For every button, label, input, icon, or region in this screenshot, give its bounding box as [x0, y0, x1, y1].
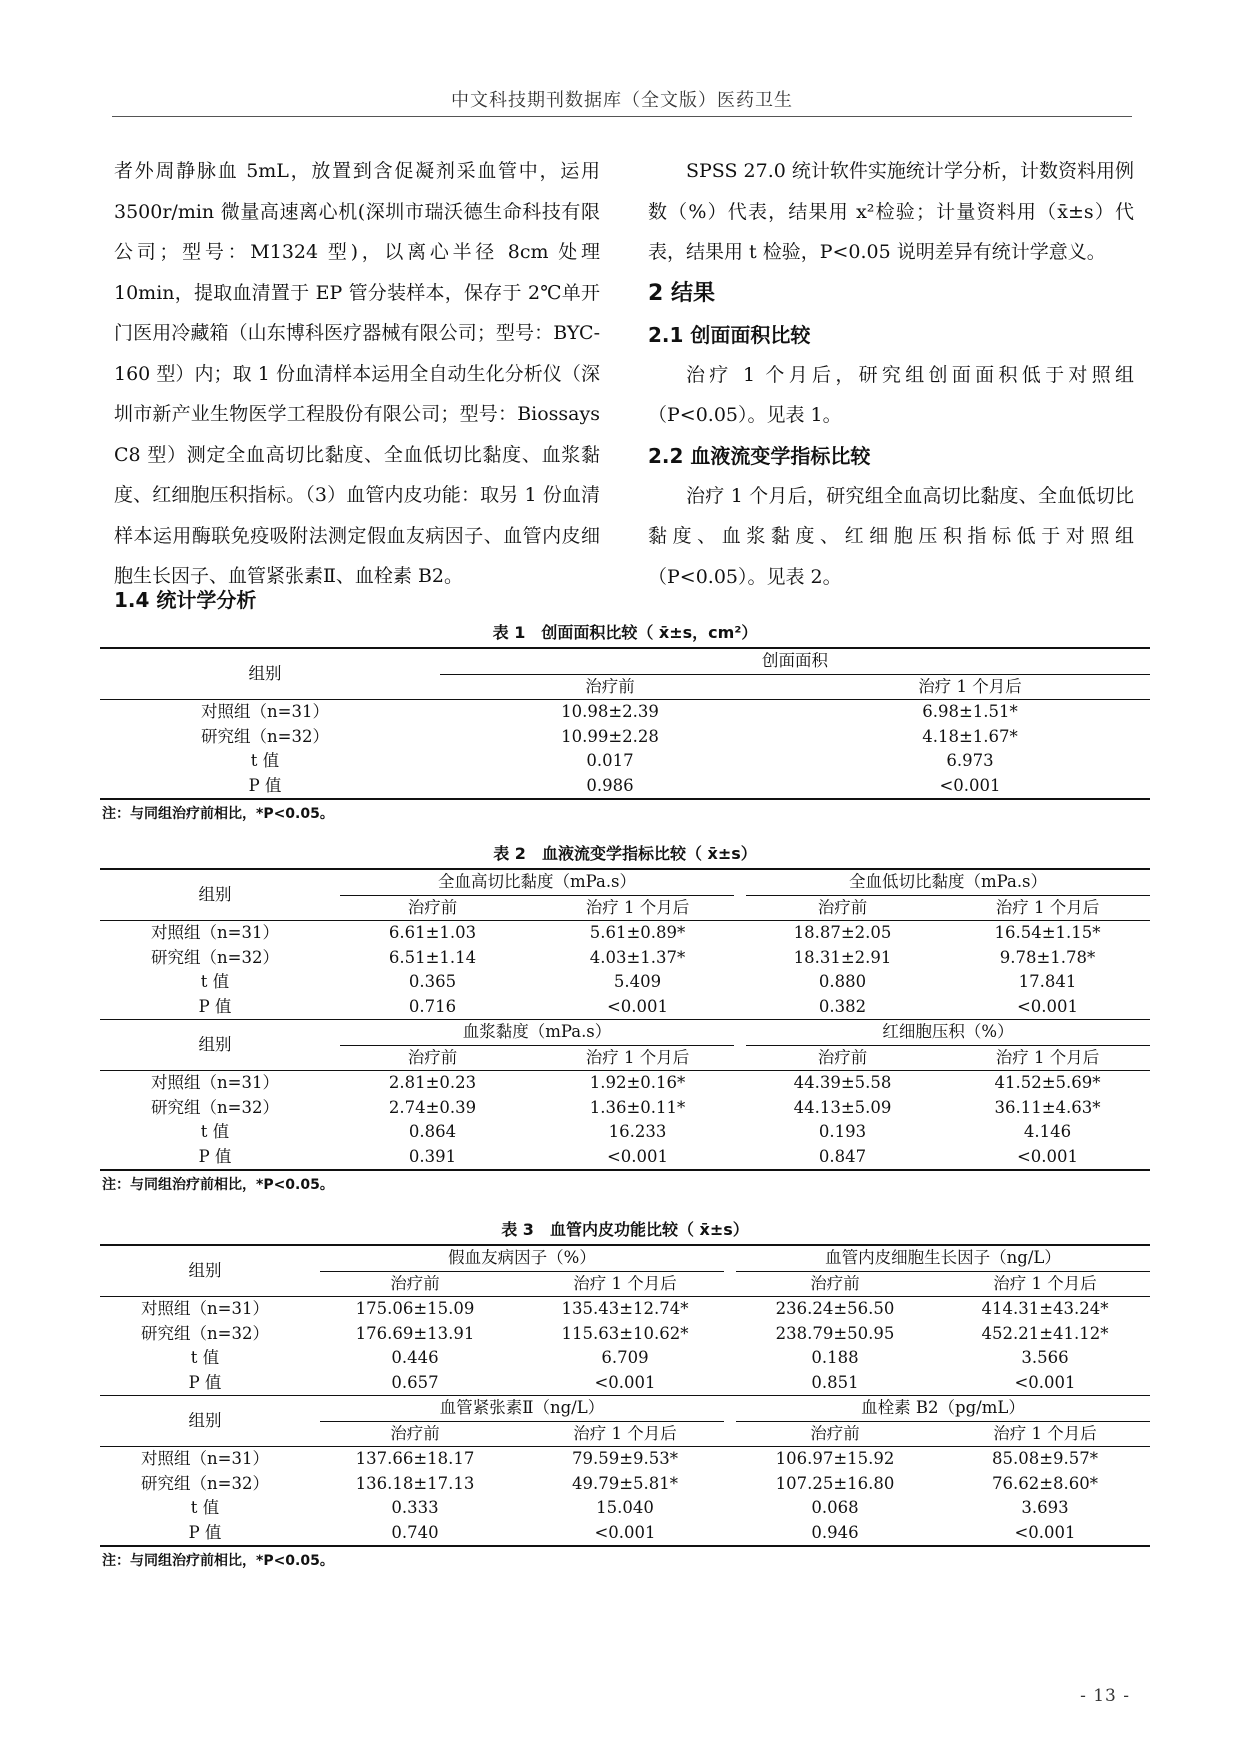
table-3-group-title: 血管紧张素Ⅱ（ng/L）: [320, 1396, 724, 1422]
table-row: [100, 995, 1150, 1020]
stats-paragraph: SPSS 27.0 统计软件实施统计学分析，计数资料用例数（%）代表，结果用 x²检验；计量资料用（x̄±s）代表，结果用 t 检验，P<0.05 说明差异有统计学意义。: [648, 160, 1134, 263]
table-cell: 16.233: [608, 1122, 667, 1141]
table-cell: 6.51±1.14: [388, 947, 477, 967]
table-2-group-header: 组别: [100, 869, 330, 921]
table-cell: <0.001: [1016, 1146, 1079, 1166]
table-cell: P 值: [248, 775, 282, 795]
table-cell: P 值: [188, 1372, 222, 1392]
table-cell: 0.391: [408, 1146, 457, 1166]
table-2-group-title: 全血低切比黏度（mPa.s）: [746, 870, 1150, 896]
table-row: [100, 749, 1150, 774]
table-cell: <0.001: [1014, 1522, 1076, 1542]
table-3-group-header: 组别: [100, 1396, 310, 1447]
table-2-note: 注：与同组治疗前相比，*P<0.05。: [102, 1177, 334, 1193]
table-cell: 5.61±0.89*: [589, 923, 686, 942]
table-2-sub-header: 治疗 1 个月后: [945, 1046, 1150, 1071]
table-cell: 4.146: [1023, 1122, 1072, 1141]
table-2-sub-header: 治疗 1 个月后: [945, 896, 1150, 921]
table-cell: 0.880: [818, 972, 867, 991]
table-cell: 0.847: [818, 1146, 867, 1166]
table-1-grid: [100, 647, 1150, 800]
left-column: [114, 151, 600, 597]
table-cell: 414.31±43.24*: [981, 1299, 1109, 1318]
table-cell: P 值: [188, 1522, 222, 1542]
table-cell: 18.87±2.05: [793, 923, 892, 942]
table-row: [100, 946, 1150, 971]
table-cell: 0.188: [811, 1348, 859, 1367]
table-cell: 44.39±5.58: [793, 1073, 892, 1092]
table-row: [100, 921, 1150, 946]
table-3-sub-header: 治疗 1 个月后: [940, 1422, 1150, 1447]
table-cell: 3.566: [1021, 1348, 1069, 1367]
table-row: [100, 1297, 1150, 1322]
table-cell: 85.08±9.57*: [991, 1449, 1099, 1468]
table-1-group-title: 创面面积: [440, 649, 1150, 675]
table-cell: 135.43±12.74*: [561, 1299, 689, 1318]
table-cell: 6.709: [601, 1348, 649, 1367]
table-row: [100, 1346, 1150, 1371]
table-cell: <0.001: [1016, 996, 1079, 1016]
table-cell: <0.001: [606, 996, 669, 1016]
table-cell: 9.78±1.78*: [999, 947, 1096, 967]
table-cell: <0.001: [594, 1372, 656, 1392]
table-cell: 研究组（n=32）: [201, 726, 329, 746]
table-cell: 1.36±0.11*: [589, 1097, 686, 1117]
table-cell: 对照组（n=31）: [141, 1299, 269, 1318]
table-cell: 研究组（n=32）: [151, 1097, 279, 1117]
table-2-sub-header: 治疗前: [330, 1046, 535, 1071]
table-3-sub-header: 治疗 1 个月后: [940, 1272, 1150, 1297]
table-3-note: 注：与同组治疗前相比，*P<0.05。: [102, 1553, 334, 1569]
table-cell: 研究组（n=32）: [141, 1473, 269, 1493]
table-cell: 16.54±1.15*: [994, 923, 1101, 942]
table-row: [100, 1371, 1150, 1396]
table-2-grid: [100, 868, 1150, 1171]
table-cell: 238.79±50.95: [775, 1323, 895, 1343]
table-cell: 对照组（n=31）: [151, 923, 279, 942]
journal-header: 中文科技期刊数据库（全文版）医药卫生: [451, 90, 793, 111]
page-number: - 13 -: [1080, 1686, 1130, 1706]
table-2-sub-header: 治疗 1 个月后: [535, 1046, 740, 1071]
table-cell: 10.99±2.28: [561, 726, 659, 746]
table-cell: P 值: [198, 1146, 232, 1166]
table-cell: 41.52±5.69*: [994, 1073, 1101, 1092]
table-cell: 107.25±16.80: [775, 1473, 895, 1493]
table-row: [100, 1322, 1150, 1347]
header-rule: [112, 116, 1132, 117]
table-row: [100, 1120, 1150, 1145]
table-cell: 0.365: [408, 972, 457, 991]
table-cell: 研究组（n=32）: [141, 1323, 269, 1343]
table-3-group-header: 组别: [100, 1245, 310, 1297]
table-3-group-title: 血管内皮细胞生长因子（ng/L）: [736, 1246, 1150, 1272]
table-cell: <0.001: [594, 1522, 656, 1542]
table-cell: 1.92±0.16*: [589, 1073, 686, 1092]
table-1-body: [100, 700, 1150, 800]
table-cell: P 值: [198, 996, 232, 1016]
table-cell: 0.657: [391, 1372, 439, 1392]
table-3-sub-header: 治疗前: [730, 1422, 940, 1447]
table-3-sub-header: 治疗前: [310, 1272, 520, 1297]
table-3-grid: [100, 1244, 1150, 1547]
table-3-sub-header: 治疗前: [310, 1422, 520, 1447]
table-row: [100, 1096, 1150, 1121]
table-cell: 研究组（n=32）: [151, 947, 279, 967]
table-2: [100, 840, 1150, 1199]
table-1-note: 注：与同组治疗前相比，*P<0.05。: [102, 806, 334, 822]
table-cell: 176.69±13.91: [355, 1323, 475, 1343]
table-2-group-title: 红细胞压积（%）: [746, 1020, 1150, 1046]
table-2-sub-header: 治疗前: [330, 896, 535, 921]
table-cell: 137.66±18.17: [355, 1449, 475, 1468]
table-row: [100, 970, 1150, 995]
heading-1-4: 1.4 统计学分析: [114, 588, 257, 612]
paragraph-2-1: 治疗 1 个月后，研究组创面面积低于对照组（P<0.05）。见表 1。: [648, 363, 1134, 426]
table-cell: 5.409: [613, 972, 662, 991]
table-2-group-title: 全血高切比黏度（mPa.s）: [340, 870, 734, 896]
table-cell: t 值: [200, 1122, 230, 1141]
table-cell: 0.068: [811, 1498, 859, 1517]
table-cell: 0.851: [811, 1372, 859, 1392]
table-cell: 6.98±1.51*: [922, 702, 1018, 721]
table-cell: 10.98±2.39: [561, 702, 659, 721]
table-cell: 0.864: [408, 1122, 457, 1141]
table-1-group-header: 组别: [100, 648, 430, 700]
table-cell: 3.693: [1021, 1498, 1069, 1517]
table-cell: 4.03±1.37*: [589, 947, 686, 967]
table-cell: 对照组（n=31）: [201, 702, 329, 721]
table-cell: 0.193: [818, 1122, 867, 1141]
table-row: [100, 1496, 1150, 1521]
table-1-caption: 表 1 创面面积比较（ x̄±s，cm²）: [492, 623, 758, 642]
paragraph-2-2: 治疗 1 个月后，研究组全血高切比黏度、全血低切比黏度、血浆黏度、红细胞压积指标低于对照组（P<0.05）。见表 2。: [648, 484, 1134, 588]
table-1: [100, 619, 1150, 828]
table-cell: 0.333: [391, 1498, 439, 1517]
table-row: [100, 1145, 1150, 1171]
table-cell: 17.841: [1018, 972, 1077, 991]
table-cell: 0.017: [586, 751, 634, 770]
table-cell: 4.18±1.67*: [922, 726, 1018, 746]
table-row: [100, 774, 1150, 800]
table-1-sub-header: 治疗 1 个月后: [790, 675, 1150, 700]
table-cell: 0.716: [408, 996, 457, 1016]
table-cell: 175.06±15.09: [355, 1299, 475, 1318]
table-2-group-header: 组别: [100, 1020, 330, 1071]
table-2-sub-header: 治疗前: [740, 1046, 945, 1071]
table-row: [100, 1071, 1150, 1096]
table-2-caption: 表 2 血液流变学指标比较（ x̄±s）: [493, 844, 757, 863]
table-row: [100, 725, 1150, 750]
table-row: [100, 700, 1150, 725]
table-cell: 452.21±41.12*: [981, 1323, 1109, 1343]
table-cell: 0.946: [811, 1522, 859, 1542]
table-cell: 0.740: [391, 1522, 439, 1542]
table-cell: 79.59±9.53*: [571, 1449, 679, 1468]
heading-2-1: 2.1 创面面积比较: [648, 322, 811, 347]
table-3: [100, 1216, 1150, 1575]
table-cell: 6.61±1.03: [388, 923, 477, 942]
table-cell: 115.63±10.62*: [561, 1323, 689, 1343]
table-cell: 0.382: [818, 996, 867, 1016]
table-cell: 36.11±4.63*: [994, 1097, 1101, 1117]
table-cell: <0.001: [939, 775, 1001, 795]
table-3-group-title: 假血友病因子（%）: [320, 1246, 724, 1272]
table-row: [100, 1447, 1150, 1472]
table-2-group-title: 血浆黏度（mPa.s）: [340, 1020, 734, 1046]
table-3-group-title: 血栓素 B2（pg/mL）: [736, 1396, 1150, 1422]
table-cell: 0.446: [391, 1348, 439, 1367]
table-2-sub-header: 治疗前: [740, 896, 945, 921]
table-cell: 18.31±2.91: [793, 947, 892, 967]
table-3-sub-header: 治疗前: [730, 1272, 940, 1297]
table-cell: t 值: [200, 972, 230, 991]
table-cell: 2.81±0.23: [388, 1073, 477, 1092]
table-cell: 6.973: [946, 751, 994, 770]
table-cell: 136.18±17.13: [355, 1473, 475, 1493]
table-cell: t 值: [190, 1348, 220, 1367]
table-cell: 106.97±15.92: [775, 1449, 895, 1468]
table-3-sub-header: 治疗 1 个月后: [520, 1422, 730, 1447]
table-cell: 236.24±56.50: [775, 1299, 895, 1318]
table-cell: 对照组（n=31）: [151, 1073, 279, 1092]
table-cell: <0.001: [606, 1146, 669, 1166]
table-3-sub-header: 治疗 1 个月后: [520, 1272, 730, 1297]
table-1-sub-header: 治疗前: [430, 675, 790, 700]
table-cell: 0.986: [586, 775, 634, 795]
table-cell: t 值: [250, 751, 280, 770]
table-cell: 49.79±5.81*: [571, 1473, 679, 1493]
table-cell: 对照组（n=31）: [141, 1449, 269, 1468]
heading-2: 2 结果: [648, 280, 715, 306]
table-cell: 15.040: [596, 1498, 654, 1517]
table-3-caption: 表 3 血管内皮功能比较（ x̄±s）: [501, 1220, 749, 1239]
right-column: [648, 151, 1134, 597]
table-row: [100, 1472, 1150, 1497]
heading-2-2: 2.2 血液流变学指标比较: [648, 443, 871, 468]
table-cell: 44.13±5.09: [793, 1097, 892, 1117]
table-row: [100, 1521, 1150, 1547]
table-2-sub-header: 治疗 1 个月后: [535, 896, 740, 921]
table-cell: t 值: [190, 1498, 220, 1517]
table-cell: 76.62±8.60*: [991, 1473, 1099, 1493]
table-cell: 2.74±0.39: [388, 1097, 477, 1117]
table-cell: <0.001: [1014, 1372, 1076, 1392]
left-paragraph: 者外周静脉血 5mL，放置到含促凝剂采血管中，运用3500r/min 微量高速离心机(深圳市瑞沃德生命科技有限公司；型号：M1324 型)，以离心半径 8cm 处理 10min，提取血清置于 EP 管分装样本，保存于 2℃单开门医用冷藏箱（山东博科医疗器械有限公司；型号：BYC-160 型）内；取 1 份血清样本运用全自动生化分析仪（深圳市新产业生物医学工程股份有限公司；型号：Biossays C8 型）测定全血高切比黏度、全血低切比黏度、血浆黏度、红细胞压积指标。（3）血管内皮功能：取另 1 份血清样本运用酶联免疫吸附法测定假血友病因子、血管内皮细胞生长因子、血管紧张素Ⅱ、血栓素 B2。: [114, 160, 600, 587]
